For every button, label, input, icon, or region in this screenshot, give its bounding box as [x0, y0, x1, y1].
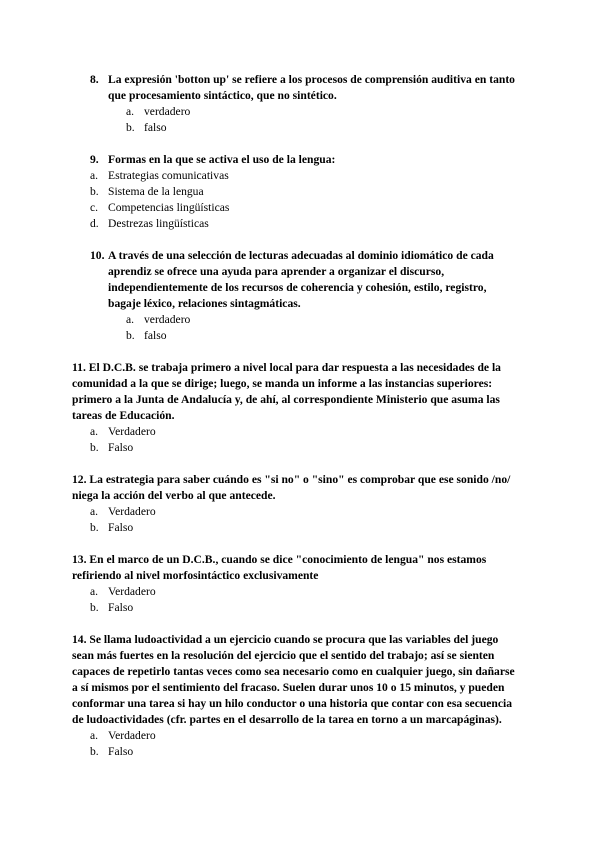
question-text: Formas en la que se activa el uso de la lengua: [108, 153, 336, 166]
option-a [90, 504, 522, 520]
option-label: falso [144, 329, 167, 342]
question-number: 12. [72, 473, 87, 486]
option-list [90, 728, 522, 760]
question-10 [90, 248, 520, 344]
question-12 [72, 472, 522, 536]
question-number: 9. [90, 153, 99, 166]
option-letter: b. [90, 441, 99, 454]
question-number: 11. [72, 361, 86, 374]
question-text [72, 472, 522, 504]
question-text [72, 360, 522, 424]
option-b [90, 600, 522, 616]
option-list [90, 168, 229, 232]
option-list [126, 312, 520, 344]
option-letter: a. [90, 505, 99, 518]
option-label: falso [144, 121, 167, 134]
option-b [126, 328, 520, 344]
option-letter: d. [90, 217, 99, 230]
question-9 [90, 152, 520, 168]
question-number: 8. [90, 73, 99, 86]
option-b [90, 744, 522, 760]
option-letter: a. [90, 729, 99, 742]
question-text [72, 632, 522, 728]
option-b [90, 184, 229, 200]
question-13 [72, 552, 522, 616]
question-11 [72, 360, 522, 456]
question-8 [90, 72, 520, 136]
option-a [126, 312, 520, 328]
option-letter: a. [90, 425, 99, 438]
option-label: Estrategias comunicativas [108, 169, 229, 182]
option-letter: b. [126, 329, 135, 342]
question-text: A través de una selección de lecturas adecuadas al dominio idiomático de cada aprendiz se ofrece una ayuda para aprender a organizar el discurso, independientemente de los recursos de coherencia y cohesión, estilo, registro, bagaje léxico, relaciones sintagmáticas. [108, 249, 494, 310]
option-a [126, 104, 520, 120]
option-letter: b. [90, 601, 99, 614]
option-label: Verdadero [108, 505, 156, 518]
question-number: 13. [72, 553, 87, 566]
option-a [90, 728, 522, 744]
option-letter: a. [90, 169, 99, 182]
option-label: Destrezas lingüísticas [108, 217, 209, 230]
option-label: Falso [108, 441, 134, 454]
question-body: En el marco de un D.C.B., cuando se dice "conocimiento de lengua" nos estamos refiriendo al nivel morfosintáctico exclusivamente [72, 553, 487, 582]
option-b [126, 120, 520, 136]
question-number: 14. [72, 633, 87, 646]
question-body: El D.C.B. se trabaja primero a nivel local para dar respuesta a las necesidades de la comunidad a la que se dirige; luego, se manda un informe a las instancias superiores: primero a la Junta de Andalucía y, de ahí, al correspondiente Ministerio que asuma las tareas de Educación. [72, 361, 501, 422]
option-letter: a. [90, 585, 99, 598]
option-letter: a. [126, 313, 135, 326]
question-body: La estrategia para saber cuándo es "si no" o "sino" es comprobar que ese sonido /no/ niega la acción del verbo al que antecede. [72, 473, 511, 502]
question-14 [72, 632, 522, 760]
option-letter: b. [90, 185, 99, 198]
option-b [90, 520, 522, 536]
option-a [90, 168, 229, 184]
option-b [90, 440, 522, 456]
option-a [90, 584, 522, 600]
option-list [90, 584, 522, 616]
option-list [126, 104, 520, 136]
question-text: La expresión 'botton up' se refiere a los procesos de comprensión auditiva en tanto que procesamiento sintáctico, que no sintético. [108, 73, 515, 102]
option-label: Falso [108, 521, 134, 534]
option-list [90, 424, 522, 456]
question-body: Se llama ludoactividad a un ejercicio cuando se procura que las variables del juego sean más fuertes en la resolución del ejercicio que el sentido del trabajo; así se sienten capaces de repetirlo tantas veces como sea necesario como en cualquier juego, sin dañarse a sí mismos por el sentimiento del fracaso. Suelen durar unos 10 o 15 minutos, y pueden conformar una tarea si hay un hilo conductor o una historia que contar con esa secuencia de ludoactividades (cfr. partes en el desarrollo de la tarea en torno a un marcapáginas). [72, 633, 515, 726]
option-label: Falso [108, 601, 134, 614]
option-letter: b. [126, 121, 135, 134]
option-a [90, 424, 522, 440]
option-c [90, 200, 229, 216]
option-list [90, 504, 522, 536]
question-text [72, 552, 522, 584]
option-letter: a. [126, 105, 135, 118]
option-label: Sistema de la lengua [108, 185, 204, 198]
option-d [90, 216, 229, 232]
question-number: 10. [90, 249, 105, 262]
option-label: Verdadero [108, 729, 156, 742]
option-letter: b. [90, 745, 99, 758]
option-label: verdadero [144, 313, 191, 326]
option-label: Verdadero [108, 585, 156, 598]
option-letter: b. [90, 521, 99, 534]
option-label: Falso [108, 745, 134, 758]
option-label: verdadero [144, 105, 191, 118]
option-letter: c. [90, 201, 99, 214]
option-label: Competencias lingüísticas [108, 201, 230, 214]
option-label: Verdadero [108, 425, 156, 438]
